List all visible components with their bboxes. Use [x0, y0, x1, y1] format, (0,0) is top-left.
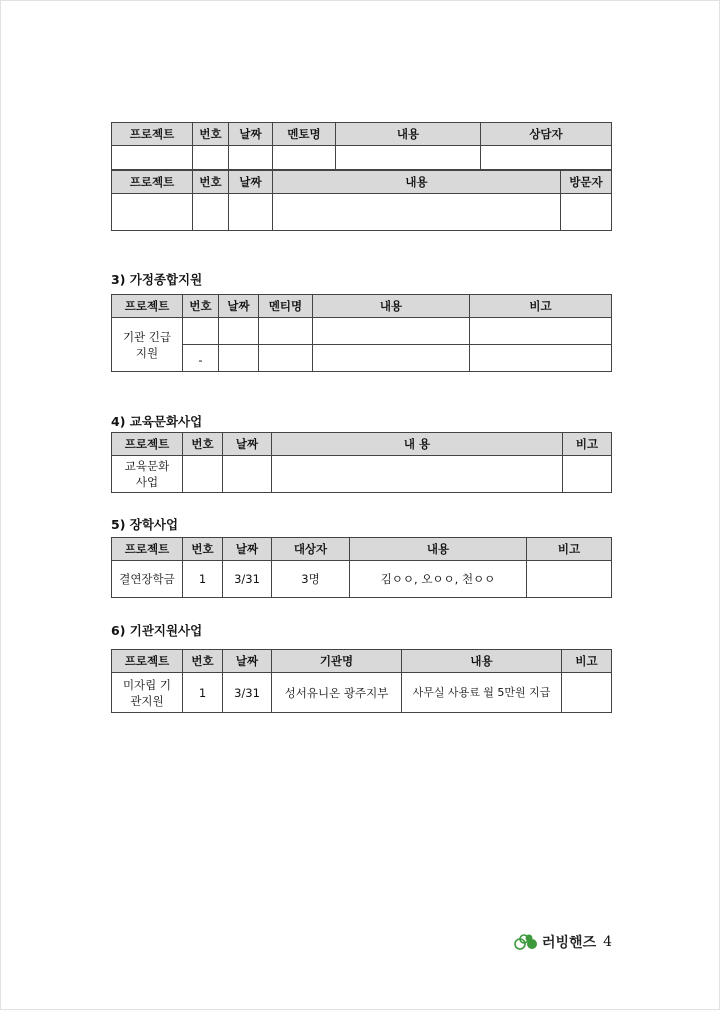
table-cell — [193, 194, 229, 231]
header-number: 번호 — [183, 650, 223, 673]
header-note: 비고 — [527, 538, 612, 561]
header-date: 날짜 — [219, 295, 259, 318]
header-project: 프로젝트 — [112, 123, 193, 146]
section-4-title: 4) 교육문화사업 — [111, 414, 203, 429]
header-content: 내용 — [350, 538, 527, 561]
header-organization: 기관명 — [272, 650, 402, 673]
table-cell — [223, 456, 272, 493]
table-cell — [470, 318, 612, 345]
header-project: 프로젝트 — [112, 433, 183, 456]
header-project: 프로젝트 — [112, 171, 193, 194]
table-cell — [481, 146, 612, 170]
project-cell: 기관 긴급지원 — [112, 318, 183, 372]
header-date: 날짜 — [223, 433, 272, 456]
header-content: 내용 — [273, 171, 561, 194]
header-number: 번호 — [193, 171, 229, 194]
header-content: 내용 — [313, 295, 470, 318]
table-cell — [112, 194, 193, 231]
table-cell — [112, 146, 193, 170]
header-mentor: 멘토명 — [273, 123, 336, 146]
table-cell — [259, 318, 313, 345]
date-cell: 3/31 — [223, 673, 272, 713]
table-cell — [272, 456, 563, 493]
header-note: 비고 — [563, 433, 612, 456]
table-cell — [313, 318, 470, 345]
project-cell: 교육문화 사업 — [112, 456, 183, 493]
table-cell — [273, 194, 561, 231]
table-cell — [183, 456, 223, 493]
target-cell: 3명 — [272, 561, 350, 598]
header-date: 날짜 — [229, 171, 273, 194]
header-number: 번호 — [183, 433, 223, 456]
header-date: 날짜 — [229, 123, 273, 146]
table-cell — [336, 146, 481, 170]
footer — [513, 932, 612, 952]
table-cell — [219, 345, 259, 372]
education-culture-table — [111, 432, 612, 493]
section-5-title: 5) 장학사업 — [111, 517, 179, 532]
content-cell: 김ㅇㅇ, 오ㅇㅇ, 천ㅇㅇ — [350, 561, 527, 598]
scholarship-table — [111, 537, 612, 598]
page-number: 4 — [603, 934, 613, 950]
number-cell: 1 — [183, 561, 223, 598]
project-cell: 미자립 기관지원 — [112, 673, 183, 713]
header-project: 프로젝트 — [112, 650, 183, 673]
table-cell — [229, 146, 273, 170]
project-cell: 결연장학금 — [112, 561, 183, 598]
loving-hands-logo-icon — [513, 932, 539, 952]
family-support-table — [111, 294, 612, 372]
table-cell — [219, 318, 259, 345]
header-project: 프로젝트 — [112, 295, 183, 318]
number-cell: 1 — [183, 673, 223, 713]
header-mentee: 멘티명 — [259, 295, 313, 318]
organization-cell: 성서유니온 광주지부 — [272, 673, 402, 713]
table-cell — [563, 456, 612, 493]
section-6-title: 6) 기관지원사업 — [111, 623, 203, 638]
table-cell — [313, 345, 470, 372]
header-content: 내 용 — [272, 433, 563, 456]
note-cell — [562, 673, 612, 713]
header-content: 내용 — [336, 123, 481, 146]
date-cell: 3/31 — [223, 561, 272, 598]
table-cell — [259, 345, 313, 372]
header-content: 내용 — [402, 650, 562, 673]
brand-name: 러빙핸즈 — [542, 935, 597, 951]
header-note: 비고 — [470, 295, 612, 318]
header-number: 번호 — [183, 538, 223, 561]
header-note: 비고 — [562, 650, 612, 673]
visit-table — [111, 170, 612, 231]
header-number: 번호 — [183, 295, 219, 318]
section-3-title: 3) 가정종합지원 — [111, 272, 203, 287]
content-cell: 사무실 사용료 월 5만원 지급 — [402, 673, 562, 713]
number-cell: - — [183, 345, 219, 372]
table-cell — [183, 318, 219, 345]
header-target: 대상자 — [272, 538, 350, 561]
table-cell — [229, 194, 273, 231]
header-number: 번호 — [193, 123, 229, 146]
header-visitor: 방문자 — [561, 171, 612, 194]
header-date: 날짜 — [223, 538, 272, 561]
header-date: 날짜 — [223, 650, 272, 673]
table-cell — [273, 146, 336, 170]
table-cell — [193, 146, 229, 170]
table-cell — [470, 345, 612, 372]
header-counselor: 상담자 — [481, 123, 612, 146]
counsel-table — [111, 122, 612, 170]
table-cell — [561, 194, 612, 231]
header-project: 프로젝트 — [112, 538, 183, 561]
institution-support-table — [111, 649, 612, 713]
note-cell — [527, 561, 612, 598]
